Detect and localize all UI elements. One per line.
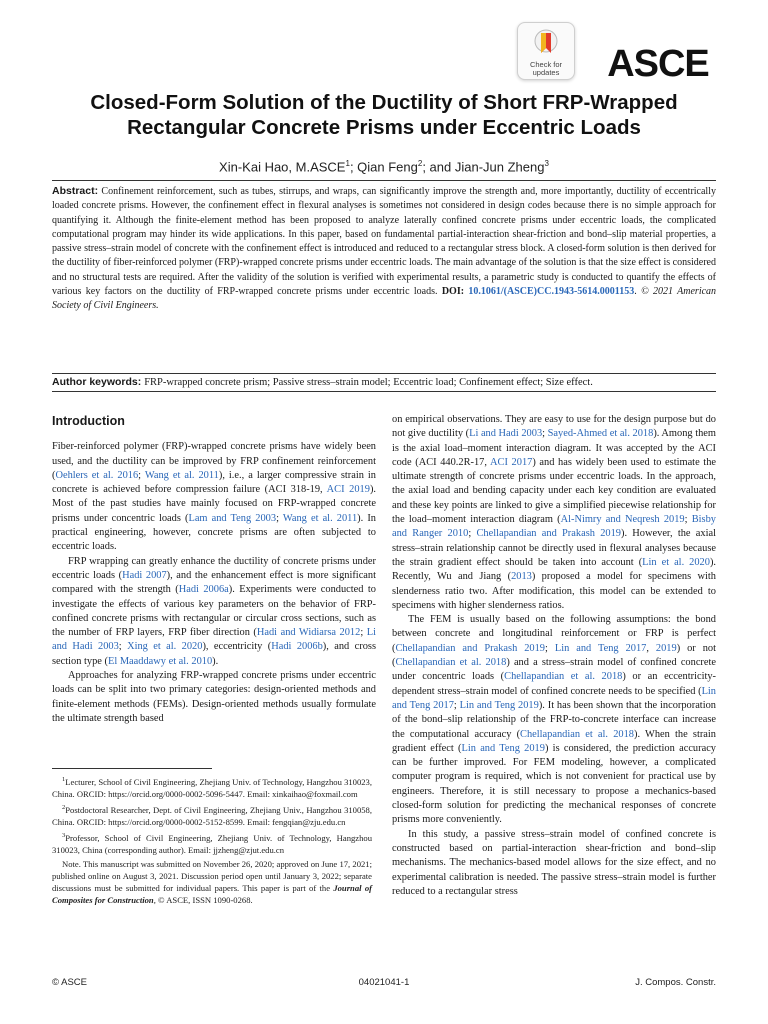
author-list: Xin-Kai Hao, M.ASCE$^1$; Qian Feng$^2$; and Jian-Jun Zheng$^3$ — [219, 159, 549, 175]
check-for-updates-badge[interactable] — [517, 22, 575, 80]
body-paragraph: FRP wrapping can greatly enhance the ductility of concrete prisms under eccentric loads (Hadi 2007), and the enhancement effect is more significant compared with the strength (Hadi 2006a). Experiments were conducted to investigate the effects of various key parameters on the behavior of FRP-confined concrete prisms with rectangular or circular cross sections, such as the number of FRP layers, FRP fiber direction (Hadi and Widiarsa 2012; Li and Hadi 2003; Xing et al. 2020), eccentricity (Hadi 2006b), and cross section type (El Maaddawy et al. 2010). — [52, 555, 377, 667]
author-affiliation-mark: 1 — [345, 159, 350, 168]
footnote-rule — [52, 768, 212, 769]
citation-link[interactable]: Oehlers et al. 2016 — [55, 469, 139, 481]
doi-label: DOI: — [441, 286, 465, 298]
author-footnote: $^1$Lecturer, School of Civil Engineering, Zhejiang Univ. of Technology, Hangzhou 310023, China. ORCID: https://orcid.org/0000-0002-5096-5447. Email: xinkaihao@foxmail.com — [52, 776, 372, 799]
citation-link[interactable]: Chellapandian et al. 2018 — [504, 671, 623, 683]
citation-link[interactable]: Lin and Teng 2019 — [461, 742, 545, 754]
abstract: Abstract: Confinement reinforcement, such as tubes, stirrups, and wraps, can significantly improve the strength and, more importantly, ductility of eccentrically loaded concrete prisms. However, the confinement effect in flexural analyses is sometimes not considered in design codes because there is no simple approach for quantifying it. Although the finite-element method has been proposed to analyze laterally confined concrete prisms under eccentric loads, the complicated computational program may hinder its wide applications. In this paper, based on fundamental partial-interaction shear-friction and bond–slip material properties, a passive stress–strain model of concrete with the confinement effect is introduced and reduced to a rectangular stress block. A closed-form solution is then derived for the ductility of fiber-reinforced polymer (FRP)-wrapped concrete prisms under eccentric loads. The main advantage of the solution is that the size effect is considered and no structural tests are required. After the validity of the solution is verified with experimental results, a parametric study is conducted to quantify the effects of various key factors on the ductility of FRP-wrapped concrete prisms under eccentric loads. DOI: 10.1061/(ASCE)CC.1943-5614.0001153. © 2021 American Society of Civil Engineers. — [52, 185, 717, 312]
keywords-label: Author keywords: — [52, 376, 142, 388]
paper-title: Closed-Form Solution of the Ductility of Short FRP-Wrapped Rectangular Concrete Prisms under Eccentric Loads — [90, 91, 678, 139]
citation-link[interactable]: Lin et al. 2020 — [642, 556, 710, 568]
citation-link[interactable]: Hadi 2007 — [122, 569, 167, 581]
citation-link[interactable]: Xing et al. 2020 — [127, 641, 203, 653]
footnote-list — [52, 774, 372, 856]
author-name: Jian-Jun Zheng — [454, 159, 545, 175]
body-paragraph: Approaches for analyzing FRP-wrapped concrete prisms under eccentric loads can be split into two primary categories: design-oriented methods and finite-element methods (FEMs). Design-oriented methods usually formulate the ultimate strength based — [52, 670, 376, 724]
citation-link[interactable]: Li and Hadi 2003 — [469, 428, 543, 440]
citation-link[interactable]: Li and Hadi 2003 — [52, 627, 376, 653]
citation-link[interactable]: El Maaddawy et al. 2010 — [107, 655, 213, 667]
right-paragraphs — [392, 413, 716, 899]
citation-link[interactable]: Wang et al. 2011 — [144, 469, 219, 481]
citation-link[interactable]: Lin and Teng 2017 — [392, 685, 716, 711]
citation-link[interactable]: Bisby and Ranger 2010 — [392, 514, 716, 540]
citation-link[interactable]: Lin and Teng 2017 — [554, 642, 647, 654]
check-updates-label: Check for updates — [529, 60, 563, 77]
footer-copyright: © ASCE — [52, 977, 87, 988]
citation-link[interactable]: Lam and Teng 2003 — [188, 512, 277, 524]
author-name: Qian Feng — [357, 159, 418, 175]
citation-link[interactable]: 2013 — [511, 571, 532, 583]
left-paragraphs — [52, 440, 376, 726]
author-keywords — [52, 375, 716, 390]
body-column-left — [52, 410, 376, 726]
citation-link[interactable]: Wang et al. 2011 — [282, 512, 358, 524]
abstract-text: Confinement reinforcement, such as tubes, stirrups, and wraps, can significantly improve the strength and, more importantly, ductility of eccentrically loaded concrete prisms. However, the confinement effect in flexural analyses is sometimes not considered in design codes because there is no simple approach for quantifying it. Although the finite-element method has been proposed to analyze laterally confined concrete prisms under eccentric loads, the complicated computational program may hinder its wide applications. In this paper, based on fundamental partial-interaction shear-friction and bond–slip material properties, a passive stress–strain model of concrete with the confinement effect is introduced and reduced to a rectangular stress block. A closed-form solution is then derived for the ductility of fiber-reinforced polymer (FRP)-wrapped concrete prisms under eccentric loads. The main advantage of the solution is that the size effect is considered and no structural tests are required. After the validity of the solution is verified with experimental results, a parametric study is conducted to quantify the effects of various key factors on the ductility of FRP-wrapped concrete prisms under eccentric loads. — [52, 186, 716, 298]
citation-link[interactable]: Hadi 2006b — [271, 641, 323, 653]
keywords-top-rule — [52, 373, 716, 374]
body-paragraph: on empirical observations. They are easy to use for the design purpose but do not give ductility (Li and Hadi 2003; Sayed-Ahmed et al. 2018). Among them is the axial load–moment interaction diagram. It was accepted by the ACI code (ACI 440.2R-17, ACI 2017) and has widely been used to estimate the ultimate strength of concrete prisms under eccentric loads. In the approach, the axial load and bending capacity under each key condition are evaluated and these key points are linked to give a simplified piecewise relationship for the load–moment interaction diagram (Al-Nimry and Neqresh 2019; Bisby and Ranger 2010; Chellapandian and Prakash 2019). However, the axial stress–strain relationship cannot be directly used in flexural analyses because the strain gradient effect should be taken into account (Lin et al. 2020). Recently, Wu and Jiang (2013) proposed a model for specimens with slenderness ratio two. After modification, this model can be extended to specimens with higher slenderness ratios. — [392, 414, 716, 611]
submission-note: Note. This manuscript was submitted on November 26, 2020; approved on June 17, 2021; published online on August 3, 2021. Discussion period open until January 3, 2022; separate discussions must be submitted for individual papers. This paper is part of the Journal of Composites for Construction, © ASCE, ISSN 1090-0268. — [52, 858, 372, 905]
author-affiliation-mark: 3 — [544, 159, 549, 168]
author-footnote: $^2$Postdoctoral Researcher, Dept. of Civil Engineering, Zhejiang Univ., Hangzhou 310058, China. ORCID: https://orcid.org/0000-0002-5152-8599. Email: fengqian@zju.edu.cn — [52, 803, 372, 827]
keywords-text: FRP-wrapped concrete prism; Passive stress–strain model; Eccentric load; Confinement effect; Size effect. — [144, 377, 593, 388]
citation-link[interactable]: ACI 2019 — [326, 484, 370, 496]
doi-link[interactable]: 10.1061/(ASCE)CC.1943-5614.0001153 — [468, 286, 635, 298]
abstract-label: Abstract: — [52, 185, 99, 197]
footnotes — [52, 774, 372, 908]
bookmark-ribbon-icon — [533, 28, 559, 60]
footer-journal-abbrev: J. Compos. Constr. — [635, 977, 716, 988]
asce-logo — [596, 42, 720, 82]
abstract-copyright: © 2021 American Society of Civil Engineers. — [52, 286, 717, 312]
keywords-bottom-rule — [52, 391, 716, 392]
body-paragraph: Fiber-reinforced polymer (FRP)-wrapped concrete prisms have widely been used, and the ductility can be improved by FRP confinement reinforcement (Oehlers et al. 2016; Wang et al. 2011), i.e., a larger compressive strain in concrete is achieved before compression failure (ACI 318-19, ACI 2019). Most of the past studies have mainly focused on FRP-wrapped concrete prisms under concentric loads (Lam and Teng 2003; Wang et al. 2011). In practical engineering, however, concrete prisms are often subjected to eccentric loads. — [52, 441, 376, 553]
section-heading-introduction: Introduction — [52, 414, 125, 428]
citation-link[interactable]: Chellapandian and Prakash 2019 — [476, 528, 621, 540]
citation-link[interactable]: Hadi and Widiarsa 2012 — [256, 627, 361, 639]
citation-link[interactable]: Chellapandian and Prakash 2019 — [395, 642, 546, 654]
citation-link[interactable]: Lin and Teng 2019 — [459, 699, 539, 711]
footer-article-number: 04021041-1 — [358, 977, 410, 988]
abstract-top-rule — [52, 180, 716, 181]
citation-link[interactable]: ACI 2017 — [490, 456, 533, 468]
author-affiliation-mark: 2 — [417, 159, 423, 168]
page-footer — [52, 977, 716, 991]
author-footnote: $^3$Professor, School of Civil Engineering, Zhejiang Univ. of Technology, Hangzhou 310023, China (corresponding author). Email: jjzheng@zjut.edu.cn — [52, 831, 372, 855]
citation-link[interactable]: Sayed-Ahmed et al. 2018 — [547, 428, 654, 440]
citation-link[interactable]: 2019 — [655, 642, 677, 654]
body-paragraph: In this study, a passive stress–strain model of confined concrete is constructed based on partial-interaction shear-friction and bond–slip mechanisms. The mechanics-based model allows for the size effect, and no experimental calibration is needed. The passive stress–strain model is further reduced to a rectangular stress — [392, 828, 716, 897]
citation-link[interactable]: Chellapandian et al. 2018 — [520, 728, 634, 740]
citation-link[interactable]: Hadi 2006a — [178, 584, 229, 596]
citation-link[interactable]: Al-Nimry and Neqresh 2019 — [560, 514, 685, 526]
logo-text: ASCE — [607, 43, 709, 82]
body-paragraph: The FEM is usually based on the following assumptions: the bond between concrete and longitudinal reinforcement or FRP is perfect (Chellapandian and Prakash 2019; Lin and Teng 2017, 2019) or not (Chellapandian et al. 2018) and a stress–strain model of confined concrete under concentric loads (Chellapandian et al. 2018) or an eccentricity-dependent stress–strain model of confined concrete needs to be specified (Lin and Teng 2017; Lin and Teng 2019). It has been shown that the incorporation of the bond–slip relationship of the FRP-to-concrete interface can increase the computational accuracy (Chellapandian et al. 2018). When the strain gradient effect (Lin and Teng 2019) is considered, the prediction accuracy can be further improved. For FEM modeling, however, a complicated computer program is required, which is not convenient for practical use by engineers. Therefore, it is still necessary to propose a mechanics-based closed-form solution for predicting the mechanical responses of concrete prisms more conveniently. — [392, 614, 717, 826]
author-name: Xin-Kai Hao, M.ASCE — [219, 159, 346, 175]
citation-link[interactable]: Chellapandian et al. 2018 — [395, 657, 507, 669]
body-column-right — [392, 413, 716, 899]
